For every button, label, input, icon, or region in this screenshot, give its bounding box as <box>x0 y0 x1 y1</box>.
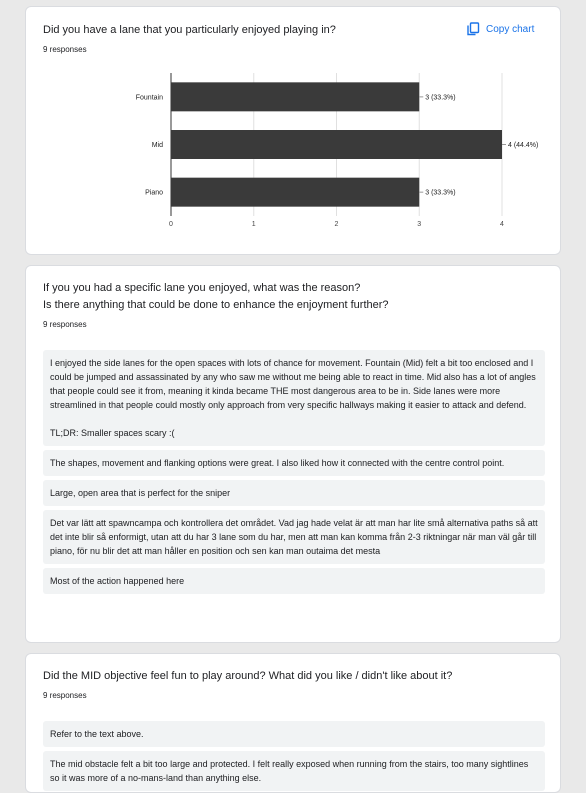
question-title: Did you have a lane that you particularly enjoyed playing in? <box>43 24 336 36</box>
data-label: 4 (44.4%) <box>508 142 539 149</box>
response-item <box>43 721 545 747</box>
response-item <box>43 751 545 791</box>
response-text: Refer to the text above. <box>50 729 144 739</box>
response-text: TL;DR: Smaller spaces scary :( <box>50 428 175 438</box>
x-tick-label: 2 <box>334 221 339 228</box>
bar-piano <box>171 178 419 207</box>
x-tick-label: 4 <box>500 221 504 228</box>
response-count: 9 responses <box>43 691 87 700</box>
copy-chart-label: Copy chart <box>486 23 535 35</box>
scroll-fade <box>43 612 545 626</box>
x-tick-label: 0 <box>169 221 173 228</box>
response-text: I enjoyed the side lanes for the open spaces with lots of chance for movement. Fountain (Mid) felt a bit too enclosed and I could be jumped and assassinated by any who saw me without me being able to react in time. Mid also has a lot of angles that people could see it from, meaning it kinda became THE most dangerous area to be in. Side lanes were more streamlined in that people could mostly only approach from very specific hallways making it easier to attack and defend. <box>50 358 536 410</box>
response-item <box>43 350 545 446</box>
category-label: Piano <box>145 189 163 197</box>
response-item <box>43 480 545 506</box>
question-card-mid-objective <box>25 653 561 793</box>
data-label: 3 (33.3%) <box>425 94 456 102</box>
data-label: 3 (33.3%) <box>425 189 456 197</box>
response-text: The shapes, movement and flanking options were great. I also liked how it connected with the centre control point. <box>50 458 505 468</box>
category-label: Fountain <box>135 94 163 102</box>
response-text: Most of the action happened here <box>50 576 185 586</box>
question-card-lane-reason <box>25 265 561 643</box>
response-item <box>43 568 545 594</box>
category-label: Mid <box>151 142 163 149</box>
response-text: The mid obstacle felt a bit too large and protected. I felt really exposed when running from the stairs, too many sightlines so it was more of a no-mans-land than anything else. <box>50 759 529 783</box>
bar-fountain <box>171 82 419 111</box>
response-item <box>43 450 545 476</box>
response-item <box>43 510 545 564</box>
lane-preference-bar-chart <box>26 7 561 255</box>
response-text: Det var lätt att spawncampa och kontrollera det området. Vad jag hade velat är att man har lite små alternativa paths så att det inte blir så enformigt, utan att du har 3 lane som du har, men att man kan komma från 2-3 riktningar när man väl går till piano, för nu blir det att man håller en position och sen kan man outaima det mesta <box>50 518 538 556</box>
response-count: 9 responses <box>43 320 87 329</box>
x-tick-label: 3 <box>417 221 422 228</box>
question-card-lane-preference <box>25 6 561 255</box>
response-count: 9 responses <box>43 45 87 54</box>
bar-mid <box>171 130 502 159</box>
question-title-line-2: Is there anything that could be done to enhance the enjoyment further? <box>43 299 389 311</box>
question-title: Did the MID objective feel fun to play around? What did you like / didn't like about it? <box>43 670 453 682</box>
response-list[interactable] <box>43 721 545 793</box>
question-title-line-1: If you you had a specific lane you enjoyed, what was the reason? <box>43 282 361 294</box>
response-list[interactable] <box>43 350 545 598</box>
x-tick-label: 1 <box>251 221 256 228</box>
response-text: Large, open area that is perfect for the sniper <box>50 488 231 498</box>
